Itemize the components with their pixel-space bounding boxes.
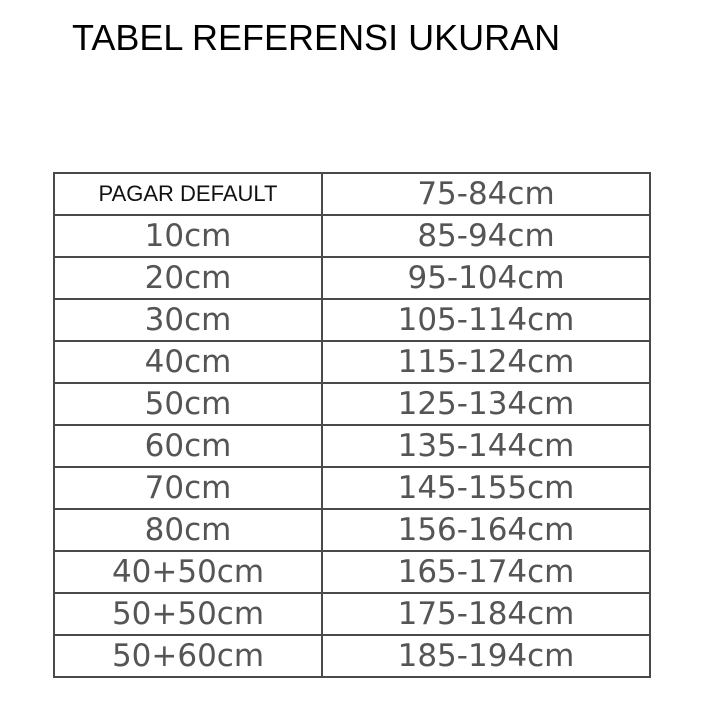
size-range-cell: 175-184cm <box>322 593 650 635</box>
extension-cell: 30cm <box>54 299 322 341</box>
extension-cell: 50cm <box>54 383 322 425</box>
size-range-cell: 145-155cm <box>322 467 650 509</box>
page-title: TABEL REFERENSI UKURAN <box>72 17 561 58</box>
header-cell-default-fence: PAGAR DEFAULT <box>54 173 322 215</box>
size-range-cell: 156-164cm <box>322 509 650 551</box>
table-row <box>54 635 650 677</box>
extension-cell: 40cm <box>54 341 322 383</box>
size-range-cell: 85-94cm <box>322 215 650 257</box>
extension-cell: 50+60cm <box>54 635 322 677</box>
size-range-cell: 185-194cm <box>322 635 650 677</box>
size-range-cell: 105-114cm <box>322 299 650 341</box>
extension-cell: 50+50cm <box>54 593 322 635</box>
table-row <box>54 299 650 341</box>
size-range-cell: 95-104cm <box>322 257 650 299</box>
extension-cell: 80cm <box>54 509 322 551</box>
extension-cell: 70cm <box>54 467 322 509</box>
size-reference-table <box>53 172 651 678</box>
header-cell-default-size: 75-84cm <box>322 173 650 215</box>
extension-cell: 10cm <box>54 215 322 257</box>
table-row <box>54 215 650 257</box>
table-row <box>54 551 650 593</box>
table-row <box>54 509 650 551</box>
table-row <box>54 467 650 509</box>
size-range-cell: 125-134cm <box>322 383 650 425</box>
size-range-cell: 115-124cm <box>322 341 650 383</box>
table-row <box>54 257 650 299</box>
extension-cell: 20cm <box>54 257 322 299</box>
size-range-cell: 135-144cm <box>322 425 650 467</box>
table-row <box>54 341 650 383</box>
extension-cell: 40+50cm <box>54 551 322 593</box>
size-range-cell: 165-174cm <box>322 551 650 593</box>
table-row <box>54 383 650 425</box>
table-row <box>54 425 650 467</box>
extension-cell: 60cm <box>54 425 322 467</box>
table-row <box>54 593 650 635</box>
table-header-row <box>54 173 650 215</box>
